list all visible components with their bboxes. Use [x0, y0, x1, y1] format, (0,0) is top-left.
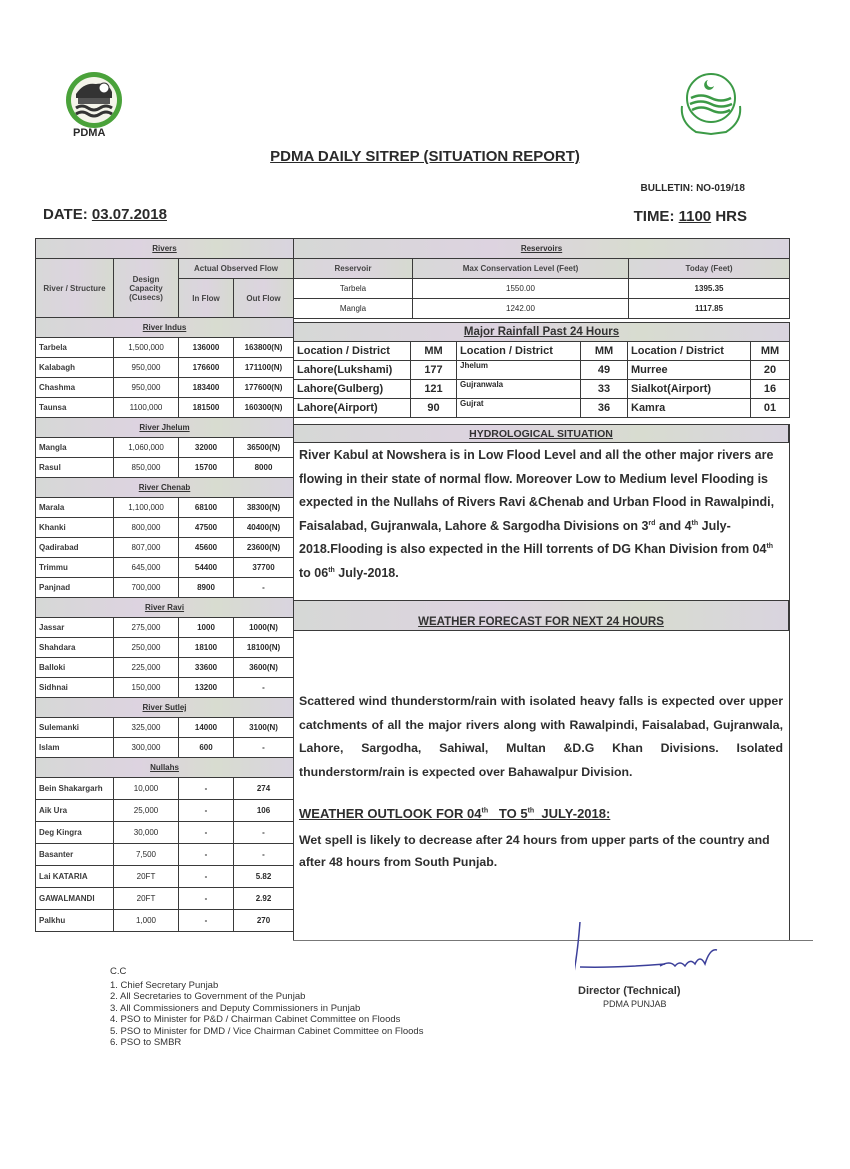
cell-structure: Lai KATARIA — [36, 866, 114, 888]
cell-structure: Qadirabad — [36, 538, 114, 558]
cell-inflow: 183400 — [179, 378, 234, 398]
cell-structure: Aik Ura — [36, 800, 114, 822]
cell-capacity: 807,000 — [114, 538, 179, 558]
cell-inflow: - — [179, 800, 234, 822]
cc-item: 6. PSO to SMBR — [110, 1037, 182, 1048]
cell-inflow: 14000 — [179, 718, 234, 738]
col-header-capacity: Design Capacity (Cusecs) — [114, 259, 179, 318]
page-title: PDMA DAILY SITREP (SITUATION REPORT) — [270, 148, 580, 165]
reservoirs-table — [293, 238, 790, 319]
cell-capacity: 1,060,000 — [114, 438, 179, 458]
cell-inflow: 68100 — [179, 498, 234, 518]
cell-inflow: 8900 — [179, 578, 234, 598]
cell-structure: Islam — [36, 738, 114, 758]
cell-outflow: 37700 — [234, 558, 294, 578]
cell-capacity: 30,000 — [114, 822, 179, 844]
cell-capacity: 1,000 — [114, 910, 179, 932]
col-header-reservoir: Reservoir — [294, 259, 413, 279]
river-row — [36, 498, 294, 518]
cell-inflow: 136000 — [179, 338, 234, 358]
river-row — [36, 866, 294, 888]
cell-structure: Sulemanki — [36, 718, 114, 738]
cell-capacity: 20FT — [114, 866, 179, 888]
reservoirs-section-header: Reservoirs — [294, 239, 790, 259]
cell-structure: Tarbela — [36, 338, 114, 358]
cell-structure: Jassar — [36, 618, 114, 638]
col-header-observed-flow: Actual Observed Flow — [179, 259, 294, 279]
cell-structure: Taunsa — [36, 398, 114, 418]
river-row — [36, 518, 294, 538]
cell-outflow: 18100(N) — [234, 638, 294, 658]
cell-outflow: 160300(N) — [234, 398, 294, 418]
cc-title: C.C — [110, 966, 127, 977]
cell-structure: Chashma — [36, 378, 114, 398]
river-row — [36, 358, 294, 378]
river-group-header: River Sutlej — [36, 698, 294, 718]
cell-inflow: - — [179, 844, 234, 866]
rainfall-table — [293, 322, 790, 418]
cell-inflow: - — [179, 822, 234, 844]
pdma-logo-icon — [64, 70, 124, 130]
river-row — [36, 658, 294, 678]
cell-structure: Panjnad — [36, 578, 114, 598]
rainfall-section-header: Major Rainfall Past 24 Hours — [294, 323, 790, 342]
cell-outflow: - — [234, 844, 294, 866]
cell-capacity: 325,000 — [114, 718, 179, 738]
cell-capacity: 645,000 — [114, 558, 179, 578]
river-row — [36, 578, 294, 598]
cc-item: 4. PSO to Minister for P&D / Chairman Cabinet Committee on Floods — [110, 1014, 401, 1025]
cell-capacity: 150,000 — [114, 678, 179, 698]
river-row — [36, 738, 294, 758]
cell-inflow: 45600 — [179, 538, 234, 558]
hydrological-text: River Kabul at Nowshera is in Low Flood Level and all the other major rivers are flowing in their state of normal flow. Moreover Low to Medium level Flooding is expected in the Nullahs of Rivers Ravi &Chenab and Urban Flood in Rawalpindi, Faisalabad, Gujranwala, Lahore & Sargodha Divisions on 3rd and 4th July-2018.Flooding is also expected in the Hill torrents of DG Khan Division from 04th to 06th July-2018. — [299, 448, 775, 580]
cell-inflow: 18100 — [179, 638, 234, 658]
outlook-heading: WEATHER OUTLOOK FOR 04th TO 5th JULY-2018: — [299, 806, 611, 821]
forecast-section-header: WEATHER FORECAST FOR NEXT 24 HOURS — [294, 601, 789, 631]
col-header-inflow: In Flow — [179, 279, 234, 318]
rainfall-row: Lahore(Airport) 90 Gujrat 36 Kamra 01 — [294, 399, 790, 418]
cell-capacity: 275,000 — [114, 618, 179, 638]
cell-outflow: 8000 — [234, 458, 294, 478]
col-header-mm-1: MM — [411, 342, 457, 361]
col-header-location-3: Location / District — [628, 342, 751, 361]
cell-outflow: 171100(N) — [234, 358, 294, 378]
cell-outflow: 2.92 — [234, 888, 294, 910]
cell-structure: Mangla — [36, 438, 114, 458]
reservoir-row: Tarbela 1550.00 1395.35 — [294, 279, 790, 299]
cell-outflow: - — [234, 738, 294, 758]
cell-inflow: - — [179, 910, 234, 932]
cell-outflow: 177600(N) — [234, 378, 294, 398]
cell-capacity: 300,000 — [114, 738, 179, 758]
cell-capacity: 20FT — [114, 888, 179, 910]
time-value: 1100 — [678, 208, 712, 225]
cell-outflow: - — [234, 678, 294, 698]
cell-capacity: 950,000 — [114, 358, 179, 378]
cc-item: 1. Chief Secretary Punjab — [110, 979, 219, 991]
cell-inflow: 15700 — [179, 458, 234, 478]
river-group-header: River Chenab — [36, 478, 294, 498]
river-group-header: River Indus — [36, 318, 294, 338]
col-header-location-2: Location / District — [457, 342, 581, 361]
cell-capacity: 250,000 — [114, 638, 179, 658]
cell-capacity: 1,500,000 — [114, 338, 179, 358]
cell-capacity: 1100,000 — [114, 398, 179, 418]
river-group-header: Nullahs — [36, 758, 294, 778]
river-row — [36, 338, 294, 358]
river-row — [36, 458, 294, 478]
cell-inflow: 181500 — [179, 398, 234, 418]
river-row — [36, 618, 294, 638]
report-time: TIME: 1100 HRS — [633, 208, 747, 225]
cell-capacity: 800,000 — [114, 518, 179, 538]
cell-inflow: 600 — [179, 738, 234, 758]
cell-capacity: 225,000 — [114, 658, 179, 678]
river-row — [36, 844, 294, 866]
rivers-section-header: Rivers — [36, 239, 294, 259]
col-header-location-1: Location / District — [294, 342, 411, 361]
river-group-header: River Jhelum — [36, 418, 294, 438]
cell-structure: Khanki — [36, 518, 114, 538]
rainfall-row: Lahore(Lukshami) 177 Jhelum 49 Murree 20 — [294, 361, 790, 380]
river-row — [36, 638, 294, 658]
cell-outflow: 274 — [234, 778, 294, 800]
river-row — [36, 678, 294, 698]
cell-structure: Balloki — [36, 658, 114, 678]
cell-outflow: 270 — [234, 910, 294, 932]
cell-structure: Shahdara — [36, 638, 114, 658]
cell-inflow: 176600 — [179, 358, 234, 378]
cell-structure: Deg Kingra — [36, 822, 114, 844]
cell-outflow: 1000(N) — [234, 618, 294, 638]
cell-inflow: 54400 — [179, 558, 234, 578]
river-row — [36, 888, 294, 910]
cell-outflow: 5.82 — [234, 866, 294, 888]
cell-structure: Kalabagh — [36, 358, 114, 378]
signatory-title: Director (Technical) — [578, 985, 681, 997]
cell-outflow: 40400(N) — [234, 518, 294, 538]
river-row — [36, 378, 294, 398]
hydrological-header-table — [293, 424, 789, 443]
cc-item: 5. PSO to Minister for DMD / Vice Chairman Cabinet Committee on Floods — [110, 1025, 424, 1037]
report-date: DATE: 03.07.2018 — [43, 206, 167, 223]
col-header-mm-3: MM — [751, 342, 790, 361]
cell-structure: GAWALMANDI — [36, 888, 114, 910]
reservoir-row: Mangla 1242.00 1117.85 — [294, 299, 790, 319]
cell-capacity: 10,000 — [114, 778, 179, 800]
cell-inflow: 33600 — [179, 658, 234, 678]
river-row — [36, 398, 294, 418]
col-header-max-level: Max Conservation Level (Feet) — [413, 259, 629, 279]
forecast-text: Scattered wind thunderstorm/rain with isolated heavy falls is expected over upper catchments of all the major rivers along with Rawalpindi, Faisalabad, Gujranwala, Lahore, Sargodha, Sahiwal, Multan &D.G Khan Divisions. Isolated thunderstorm/rain is expected over Bahawalpur Division. — [299, 694, 783, 779]
punjab-government-emblem-icon — [676, 70, 746, 140]
col-header-today-level: Today (Feet) — [629, 259, 790, 279]
hydrological-section-header: HYDROLOGICAL SITUATION — [294, 425, 789, 443]
river-row — [36, 822, 294, 844]
cell-outflow: 106 — [234, 800, 294, 822]
pdma-logo-label: PDMA — [73, 127, 106, 139]
cell-inflow: - — [179, 888, 234, 910]
river-row — [36, 438, 294, 458]
cell-capacity: 700,000 — [114, 578, 179, 598]
col-header-mm-2: MM — [581, 342, 628, 361]
cell-outflow: - — [234, 822, 294, 844]
forecast-header-table — [293, 600, 789, 631]
cell-structure: Rasul — [36, 458, 114, 478]
cell-outflow: 38300(N) — [234, 498, 294, 518]
cell-structure: Trimmu — [36, 558, 114, 578]
cell-structure: Palkhu — [36, 910, 114, 932]
cell-outflow: 163800(N) — [234, 338, 294, 358]
cc-list — [110, 966, 423, 1049]
cell-inflow: - — [179, 866, 234, 888]
rainfall-row: Lahore(Gulberg) 121 Gujranwala 33 Sialkot(Airport) 16 — [294, 380, 790, 399]
signatory-org: PDMA PUNJAB — [603, 999, 667, 1009]
cell-inflow: 13200 — [179, 678, 234, 698]
col-header-outflow: Out Flow — [234, 279, 294, 318]
bulletin-number: BULLETIN: NO-019/18 — [640, 183, 745, 194]
cell-capacity: 950,000 — [114, 378, 179, 398]
cell-structure: Bein Shakargarh — [36, 778, 114, 800]
rivers-table — [35, 238, 294, 932]
cell-outflow: 23600(N) — [234, 538, 294, 558]
cell-outflow: 3100(N) — [234, 718, 294, 738]
river-row — [36, 800, 294, 822]
cell-capacity: 25,000 — [114, 800, 179, 822]
cell-outflow: - — [234, 578, 294, 598]
river-group-header: River Ravi — [36, 598, 294, 618]
cell-inflow: 32000 — [179, 438, 234, 458]
date-value: 03.07.2018 — [91, 206, 167, 223]
cell-outflow: 3600(N) — [234, 658, 294, 678]
col-header-structure: River / Structure — [36, 259, 114, 318]
cell-capacity: 7,500 — [114, 844, 179, 866]
outlook-text: Wet spell is likely to decrease after 24 hours from upper parts of the country and after 48 hours from South Punjab. — [299, 833, 770, 869]
river-row — [36, 538, 294, 558]
river-row — [36, 718, 294, 738]
cell-outflow: 36500(N) — [234, 438, 294, 458]
cell-structure: Basanter — [36, 844, 114, 866]
river-row — [36, 558, 294, 578]
cell-inflow: 1000 — [179, 618, 234, 638]
cell-structure: Sidhnai — [36, 678, 114, 698]
cell-structure: Marala — [36, 498, 114, 518]
cell-inflow: 47500 — [179, 518, 234, 538]
river-row — [36, 910, 294, 932]
cc-item: 2. All Secretaries to Government of the Punjab — [110, 991, 306, 1002]
cell-capacity: 850,000 — [114, 458, 179, 478]
cell-inflow: - — [179, 778, 234, 800]
river-row — [36, 778, 294, 800]
cell-capacity: 1,100,000 — [114, 498, 179, 518]
cc-item: 3. All Commissioners and Deputy Commissioners in Punjab — [110, 1002, 361, 1014]
